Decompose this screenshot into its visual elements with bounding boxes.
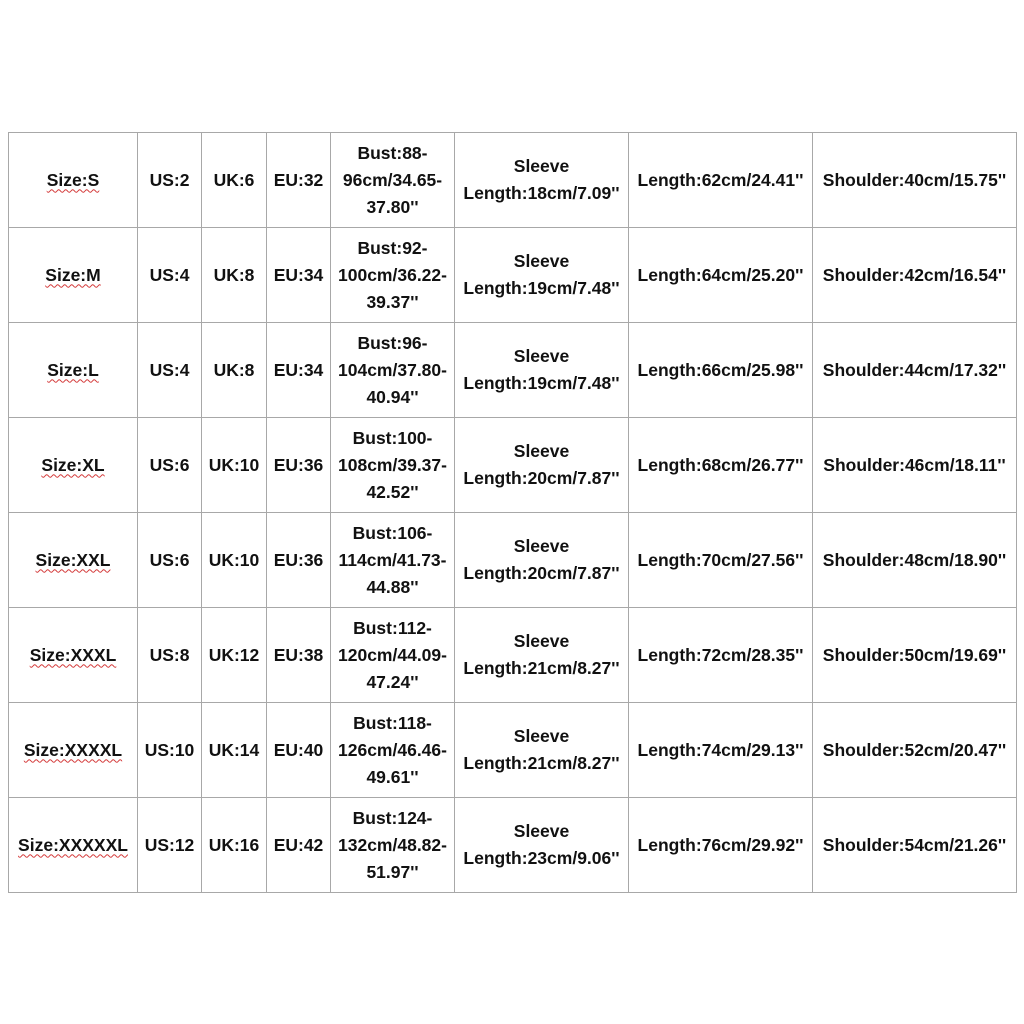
uk-size-cell: UK:6 — [202, 133, 267, 228]
sleeve-line: Sleeve — [513, 156, 570, 176]
sleeve-line: Sleeve — [513, 536, 570, 556]
eu-size-cell: EU:32 — [267, 133, 331, 228]
bust-line: 96cm/34.65- — [342, 169, 443, 190]
eu-size-cell: EU:34 — [267, 323, 331, 418]
size-label: Size:L — [47, 359, 99, 380]
uk-size-cell: UK:12 — [202, 608, 267, 703]
bust-line: 40.94'' — [366, 386, 419, 407]
length-cell: Length:74cm/29.13'' — [629, 703, 813, 798]
sleeve-line: Sleeve — [513, 726, 570, 746]
eu-size-cell: EU:34 — [267, 228, 331, 323]
bust-line: 132cm/48.82- — [338, 834, 447, 855]
sleeve-cell — [455, 133, 629, 228]
size-row — [9, 513, 1017, 608]
length-cell: Length:66cm/25.98'' — [629, 323, 813, 418]
shoulder-cell: Shoulder:44cm/17.32'' — [813, 323, 1017, 418]
size-cell — [9, 798, 138, 893]
size-label: Size:S — [46, 169, 100, 190]
bust-line: 120cm/44.09- — [338, 644, 447, 665]
us-size-cell: US:2 — [138, 133, 202, 228]
shoulder-cell: Shoulder:54cm/21.26'' — [813, 798, 1017, 893]
us-size-cell: US:4 — [138, 228, 202, 323]
shoulder-cell: Shoulder:46cm/18.11'' — [813, 418, 1017, 513]
sleeve-line: Sleeve — [513, 441, 570, 461]
bust-line: 49.61'' — [366, 766, 419, 787]
length-cell: Length:72cm/28.35'' — [629, 608, 813, 703]
size-cell — [9, 703, 138, 798]
size-cell — [9, 323, 138, 418]
size-row — [9, 133, 1017, 228]
bust-cell — [331, 228, 455, 323]
sleeve-cell — [455, 798, 629, 893]
size-row — [9, 418, 1017, 513]
size-label: Size:M — [45, 264, 101, 285]
bust-line: 39.37'' — [366, 291, 419, 312]
size-chart-table — [8, 132, 1017, 893]
size-row — [9, 323, 1017, 418]
length-cell: Length:76cm/29.92'' — [629, 798, 813, 893]
bust-line: 126cm/46.46- — [338, 739, 447, 760]
size-cell — [9, 418, 138, 513]
length-cell: Length:70cm/27.56'' — [629, 513, 813, 608]
bust-line: Bust:118- — [353, 712, 432, 733]
size-row — [9, 703, 1017, 798]
us-size-cell: US:10 — [138, 703, 202, 798]
bust-line: Bust:124- — [352, 807, 433, 828]
bust-line: Bust:88- — [357, 142, 428, 163]
sleeve-line: Length:21cm/8.27'' — [463, 753, 620, 773]
sleeve-line: Sleeve — [513, 821, 570, 841]
bust-line: 37.80'' — [366, 196, 419, 217]
sleeve-line: Sleeve — [513, 631, 570, 651]
size-label: Size:XXXXXL — [18, 834, 128, 855]
bust-line: 100cm/36.22- — [338, 264, 447, 285]
sleeve-cell — [455, 228, 629, 323]
us-size-cell: US:8 — [138, 608, 202, 703]
size-label: Size:XXL — [35, 549, 111, 570]
eu-size-cell: EU:38 — [267, 608, 331, 703]
eu-size-cell: EU:36 — [267, 513, 331, 608]
sleeve-line: Length:23cm/9.06'' — [463, 848, 620, 868]
sleeve-line: Length:19cm/7.48'' — [463, 278, 620, 298]
bust-line: 42.52'' — [366, 481, 419, 502]
size-label: Size:XXXL — [29, 644, 117, 665]
bust-line: 47.24'' — [366, 671, 419, 692]
bust-line: 108cm/39.37- — [338, 454, 447, 475]
sleeve-line: Length:21cm/8.27'' — [463, 658, 620, 678]
us-size-cell: US:6 — [138, 513, 202, 608]
us-size-cell: US:12 — [138, 798, 202, 893]
bust-line: 104cm/37.80- — [338, 359, 447, 380]
sleeve-line: Sleeve — [513, 346, 570, 366]
size-chart-body — [9, 133, 1017, 893]
sleeve-cell — [455, 323, 629, 418]
shoulder-cell: Shoulder:50cm/19.69'' — [813, 608, 1017, 703]
size-cell — [9, 513, 138, 608]
length-cell: Length:64cm/25.20'' — [629, 228, 813, 323]
us-size-cell: US:6 — [138, 418, 202, 513]
shoulder-cell: Shoulder:40cm/15.75'' — [813, 133, 1017, 228]
bust-cell — [331, 798, 455, 893]
uk-size-cell: UK:10 — [202, 513, 267, 608]
shoulder-cell: Shoulder:42cm/16.54'' — [813, 228, 1017, 323]
sleeve-line: Sleeve — [513, 251, 570, 271]
bust-line: Bust:96- — [357, 332, 428, 353]
sleeve-cell — [455, 418, 629, 513]
sleeve-line: Length:19cm/7.48'' — [463, 373, 620, 393]
sleeve-cell — [455, 703, 629, 798]
length-cell: Length:62cm/24.41'' — [629, 133, 813, 228]
bust-cell — [331, 513, 455, 608]
bust-line: 44.88'' — [366, 576, 419, 597]
bust-cell — [331, 133, 455, 228]
sleeve-line: Length:20cm/7.87'' — [463, 563, 620, 583]
uk-size-cell: UK:8 — [202, 228, 267, 323]
bust-line: Bust:112- — [353, 617, 432, 638]
bust-line: Bust:100- — [352, 427, 433, 448]
size-label: Size:XXXXL — [23, 739, 123, 760]
uk-size-cell: UK:14 — [202, 703, 267, 798]
bust-line: 51.97'' — [366, 861, 419, 882]
sleeve-line: Length:18cm/7.09'' — [463, 183, 620, 203]
sleeve-cell — [455, 608, 629, 703]
size-cell — [9, 133, 138, 228]
eu-size-cell: EU:36 — [267, 418, 331, 513]
uk-size-cell: UK:16 — [202, 798, 267, 893]
uk-size-cell: UK:8 — [202, 323, 267, 418]
bust-cell — [331, 608, 455, 703]
size-cell — [9, 228, 138, 323]
eu-size-cell: EU:42 — [267, 798, 331, 893]
size-row — [9, 608, 1017, 703]
bust-cell — [331, 703, 455, 798]
bust-cell — [331, 418, 455, 513]
bust-line: Bust:106- — [352, 522, 433, 543]
sleeve-cell — [455, 513, 629, 608]
sleeve-line: Length:20cm/7.87'' — [463, 468, 620, 488]
shoulder-cell: Shoulder:52cm/20.47'' — [813, 703, 1017, 798]
size-row — [9, 798, 1017, 893]
bust-line: 114cm/41.73- — [338, 549, 447, 570]
bust-line: Bust:92- — [357, 237, 428, 258]
size-cell — [9, 608, 138, 703]
eu-size-cell: EU:40 — [267, 703, 331, 798]
us-size-cell: US:4 — [138, 323, 202, 418]
shoulder-cell: Shoulder:48cm/18.90'' — [813, 513, 1017, 608]
length-cell: Length:68cm/26.77'' — [629, 418, 813, 513]
uk-size-cell: UK:10 — [202, 418, 267, 513]
size-row — [9, 228, 1017, 323]
size-label: Size:XL — [41, 454, 105, 475]
bust-cell — [331, 323, 455, 418]
